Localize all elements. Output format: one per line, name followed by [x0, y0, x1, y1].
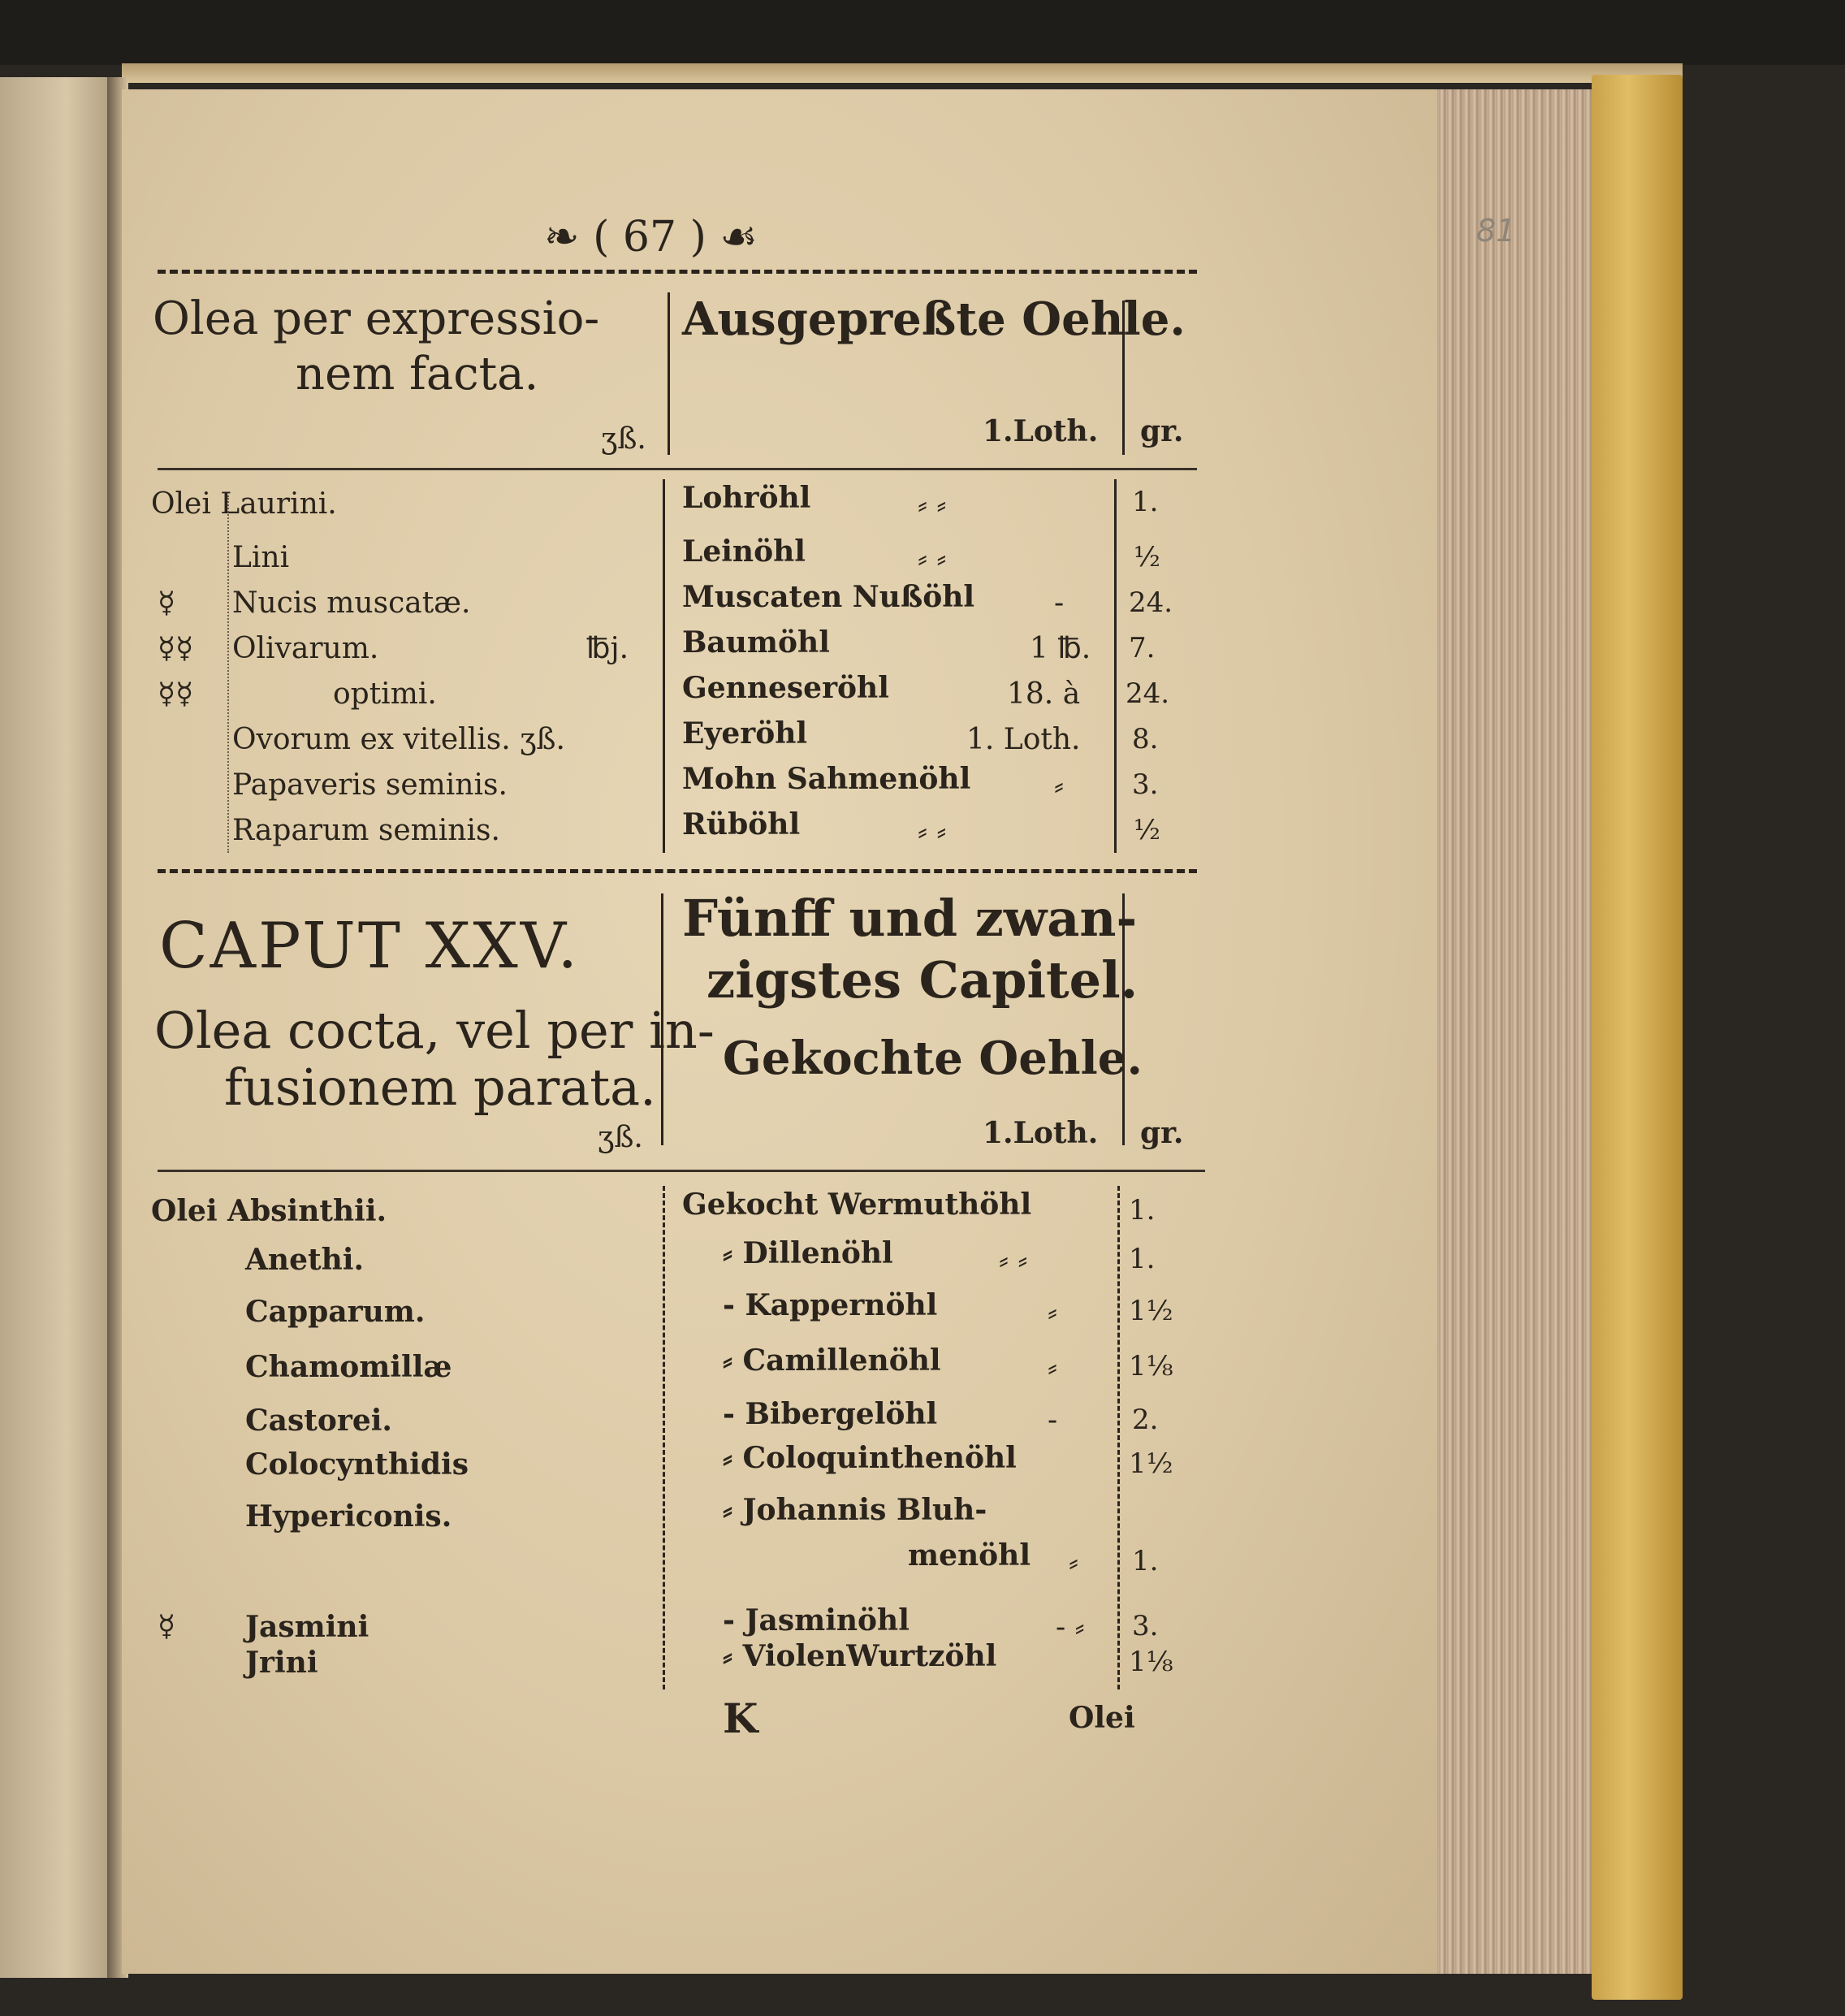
column-divider	[227, 495, 229, 853]
table-row-price: 2.	[1132, 1404, 1159, 1436]
table-row-price: 1⅛	[1129, 1350, 1173, 1382]
table-row-german: - Kappernöhl	[723, 1288, 938, 1322]
table-row-german: Leinöhl	[682, 534, 806, 569]
table-row-latin: Castorei.	[245, 1404, 392, 1438]
table-row-dots: ⸗ ⸗	[918, 542, 947, 575]
table-row-price: ½	[1134, 541, 1160, 573]
section1-latin-heading-line1: Olea per expressio-	[153, 292, 600, 345]
signature-mark: K	[723, 1694, 758, 1742]
table-row-dots: ⸗	[1054, 769, 1064, 803]
table-row-latin: Olei Absinthii.	[151, 1194, 387, 1228]
book-page	[122, 89, 1516, 1974]
caput-heading: CAPUT XXV.	[159, 910, 581, 983]
table-row-dots: ⸗	[1048, 1296, 1057, 1329]
section2-heading-rule	[158, 1170, 1205, 1172]
table-row-latin: Anethi.	[245, 1243, 365, 1277]
table-row-price: 1½	[1129, 1447, 1173, 1480]
table-row-dots: 1. Loth.	[966, 723, 1081, 756]
column-divider	[1114, 479, 1117, 853]
table-row-german: Baumöhl	[682, 625, 830, 660]
table-row-german: ⸗ Johannis Bluh-	[723, 1493, 987, 1527]
table-row-latin: Chamomillæ	[245, 1350, 452, 1384]
table-row-price: 3.	[1132, 768, 1159, 801]
dark-background	[0, 0, 1845, 65]
table-row-price: 1½	[1129, 1295, 1173, 1327]
table-row-dots: 18. à	[1007, 677, 1081, 711]
table-row-latin: Lini	[232, 541, 290, 574]
page-edges	[1431, 89, 1593, 1974]
section2-price-unit: gr.	[1140, 1116, 1184, 1150]
section1-price-unit: gr.	[1140, 414, 1184, 448]
table-row-dots: ⸗ ⸗	[918, 815, 947, 848]
section-divider-rule	[158, 869, 1197, 873]
table-row-german: - Bibergelöhl	[723, 1397, 938, 1431]
column-divider	[1117, 1186, 1120, 1689]
table-row-german: Gekocht Wermuthöhl	[682, 1188, 1032, 1222]
section2-german-unit: 1.Loth.	[983, 1116, 1099, 1150]
table-row-dots: 1 ℔.	[1030, 632, 1091, 665]
dosage-mark: ☿☿	[158, 632, 194, 665]
section2-german-heading-line1: Fünff und zwan-	[682, 889, 1138, 948]
table-row-german: ⸗ Coloquinthenöhl	[723, 1441, 1017, 1475]
table-row-price: 24.	[1126, 677, 1170, 710]
column-divider	[661, 893, 663, 1145]
table-row-german: menöhl	[908, 1538, 1031, 1573]
page-header: ❧ ( 67 ) ☙	[544, 213, 758, 262]
table-row-price: 24.	[1129, 586, 1173, 619]
table-row-dots: ⸗ ⸗	[999, 1244, 1028, 1277]
table-row-dots: -	[1054, 586, 1065, 620]
table-row-latin: Nucis muscatæ.	[232, 586, 471, 620]
table-row-dots: ⸗	[1069, 1546, 1078, 1579]
table-row-latin: Colocynthidis	[245, 1447, 469, 1482]
table-row-german: Lohröhl	[682, 481, 811, 515]
table-row-price: ½	[1134, 814, 1160, 846]
section1-latin-heading-line2: nem facta.	[296, 348, 539, 400]
top-rule	[158, 270, 1197, 274]
table-row-german: Muscaten Nußöhl	[682, 580, 975, 614]
table-row-dots: ⸗	[1048, 1351, 1057, 1384]
column-divider	[668, 292, 670, 455]
section1-german-unit: 1.Loth.	[983, 414, 1099, 448]
book-cover-right	[1592, 75, 1683, 2000]
table-row-latin: Jrini	[245, 1646, 318, 1680]
table-row-dots: ⸗ ⸗	[918, 488, 947, 521]
table-row-price: 1.	[1132, 486, 1159, 518]
section2-latin-sub-line1: Olea cocta, vel per in-	[154, 1001, 715, 1060]
column-divider	[1122, 893, 1125, 1145]
book-cover-top	[122, 63, 1683, 83]
column-divider	[663, 1186, 665, 1689]
table-row-price: 1.	[1132, 1545, 1159, 1577]
table-row-german: ⸗ Camillenöhl	[723, 1343, 941, 1378]
table-row-german: Rüböhl	[682, 807, 801, 841]
table-row-german: Mohn Sahmenöhl	[682, 762, 971, 796]
table-row-price: 1.	[1129, 1243, 1156, 1275]
table-row-german: ⸗ ViolenWurtzöhl	[723, 1639, 997, 1673]
pencil-folio-note: 81	[1476, 213, 1516, 249]
section1-latin-unit: ʒß.	[601, 422, 646, 456]
section2-german-sub: Gekochte Oehle.	[723, 1032, 1143, 1085]
left-page-edge	[0, 77, 122, 1978]
catchword: Olei	[1069, 1701, 1135, 1735]
dosage-mark: ☿	[158, 586, 176, 620]
column-divider	[663, 479, 665, 853]
latin-unit: ℔j.	[586, 632, 629, 665]
table-row-price: 8.	[1132, 723, 1159, 755]
table-row-latin: Jasmini	[245, 1610, 369, 1644]
table-row-german: Eyeröhl	[682, 716, 808, 751]
table-row-latin: Ovorum ex vitellis. ʒß.	[232, 723, 565, 756]
section2-latin-sub-line2: fusionem parata.	[224, 1058, 656, 1117]
table-row-price: 3.	[1132, 1610, 1159, 1642]
table-row-dots: -	[1048, 1404, 1058, 1437]
dosage-mark: ☿	[158, 1610, 176, 1643]
table-row-latin: Raparum seminis.	[232, 814, 500, 847]
table-row-latin: Olei Laurini.	[151, 487, 337, 521]
table-row-price: 7.	[1129, 632, 1156, 664]
table-row-latin: optimi.	[333, 677, 437, 711]
table-row-price: 1⅛	[1129, 1646, 1173, 1678]
table-row-price: 1.	[1129, 1194, 1156, 1226]
section1-heading-rule	[158, 468, 1197, 470]
table-row-latin: Olivarum.	[232, 632, 379, 665]
section1-german-heading: Ausgepreßte Oehle.	[682, 292, 1186, 346]
section2-german-heading-line2: zigstes Capitel.	[706, 950, 1139, 1010]
table-row-latin: Capparum.	[245, 1295, 426, 1329]
table-row-german: - Jasminöhl	[723, 1603, 910, 1637]
column-divider	[1122, 301, 1125, 455]
table-row-latin: Hypericonis.	[245, 1499, 452, 1534]
table-row-german: ⸗ Dillenöhl	[723, 1236, 893, 1270]
section2-latin-unit: ʒß.	[598, 1121, 643, 1154]
table-row-latin: Papaveris seminis.	[232, 768, 508, 802]
dosage-mark: ☿☿	[158, 677, 194, 711]
table-row-dots: - ⸗	[1056, 1611, 1085, 1644]
table-row-german: Genneseröhl	[682, 671, 889, 705]
